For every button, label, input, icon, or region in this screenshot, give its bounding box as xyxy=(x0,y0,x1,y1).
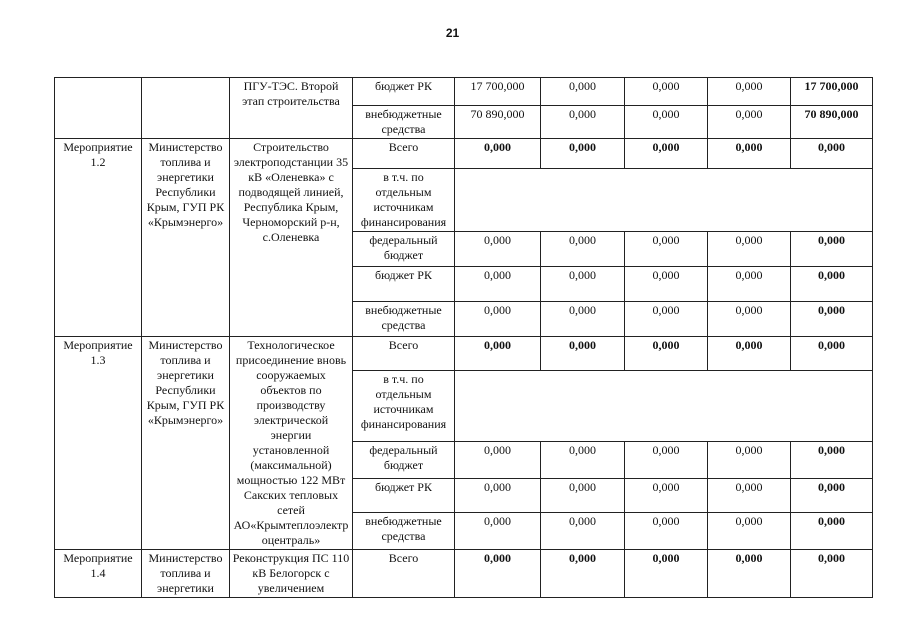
funding-source-breakdown: в т.ч. по отдельным источникам финансирования xyxy=(353,370,455,441)
amount-cell: 0,000 xyxy=(791,550,873,598)
funding-source-total: Всего xyxy=(353,337,455,371)
amount-cell: 0,000 xyxy=(791,337,873,371)
funding-source: федеральный бюджет xyxy=(353,232,455,267)
amount-cell: 0,000 xyxy=(708,441,791,478)
table-row xyxy=(55,139,873,169)
amount-cell: 0,000 xyxy=(541,478,625,512)
measure-description: Технологическое присоединение вновь сооружаемых объектов по производству электрической энергии установленной (максимальной) мощностью 122 МВт Сакских тепловых сетей АО«Крымтеплоэлектроцентраль» xyxy=(230,337,353,550)
page-number: 21 xyxy=(445,26,460,40)
measure-description: Строительство электроподстанции 35 кВ «Оленевка» с подводящей линией, Республика Крым, Черноморский р-н, с.Оленевка xyxy=(230,139,353,337)
amount-cell: 0,000 xyxy=(708,337,791,371)
amount-cell: 0,000 xyxy=(455,478,541,512)
amount-cell: 0,000 xyxy=(625,512,708,549)
funding-source: бюджет РК xyxy=(353,267,455,302)
funding-source: внебюджетные средства xyxy=(353,302,455,337)
amount-cell: 0,000 xyxy=(455,232,541,267)
funding-source-total: Всего xyxy=(353,550,455,598)
amount-cell: 0,000 xyxy=(791,441,873,478)
funding-source: внебюджетные средства xyxy=(353,106,455,139)
amount-cell: 0,000 xyxy=(455,139,541,169)
funding-source: федеральный бюджет xyxy=(353,441,455,478)
measure-label-empty xyxy=(55,78,142,139)
amount-cell: 0,000 xyxy=(541,106,625,139)
funding-source-breakdown: в т.ч. по отдельным источникам финансирования xyxy=(353,169,455,232)
amount-cell: 0,000 xyxy=(455,441,541,478)
amount-cell: 0,000 xyxy=(708,78,791,106)
table-row xyxy=(55,78,873,106)
amount-cell: 0,000 xyxy=(625,478,708,512)
amount-cell: 0,000 xyxy=(541,550,625,598)
amount-cell: 17 700,000 xyxy=(791,78,873,106)
amount-cell: 0,000 xyxy=(625,337,708,371)
measure-executor: Министерство топлива и энергетики Республики Крым, ГУП РК «Крымэнерго» xyxy=(142,139,230,337)
amount-cell: 0,000 xyxy=(541,267,625,302)
amount-cell: 0,000 xyxy=(708,106,791,139)
amount-cell: 0,000 xyxy=(708,512,791,549)
amount-cell: 0,000 xyxy=(455,550,541,598)
amount-cell: 0,000 xyxy=(708,139,791,169)
amount-cell: 70 890,000 xyxy=(455,106,541,139)
amount-cell: 0,000 xyxy=(625,78,708,106)
amount-cell: 0,000 xyxy=(625,302,708,337)
amount-cell: 0,000 xyxy=(625,139,708,169)
amount-cell: 0,000 xyxy=(625,106,708,139)
funding-source: бюджет РК xyxy=(353,78,455,106)
amount-cell: 0,000 xyxy=(455,267,541,302)
amount-cell: 0,000 xyxy=(791,139,873,169)
amount-cell: 0,000 xyxy=(541,337,625,371)
amount-cell: 70 890,000 xyxy=(791,106,873,139)
table-row xyxy=(55,550,873,598)
empty-cell xyxy=(455,169,873,232)
amount-cell: 0,000 xyxy=(708,267,791,302)
amount-cell: 0,000 xyxy=(791,267,873,302)
measure-description: Реконструкция ПС 110 кВ Белогорск с увеличением xyxy=(230,550,353,598)
amount-cell: 0,000 xyxy=(791,232,873,267)
amount-cell: 0,000 xyxy=(708,302,791,337)
amount-cell: 0,000 xyxy=(791,512,873,549)
amount-cell: 0,000 xyxy=(708,550,791,598)
table-row xyxy=(55,337,873,371)
funding-source: бюджет РК xyxy=(353,478,455,512)
empty-cell xyxy=(455,370,873,441)
amount-cell: 0,000 xyxy=(541,232,625,267)
measure-executor: Министерство топлива и энергетики xyxy=(142,550,230,598)
budget-table xyxy=(54,77,873,598)
amount-cell: 17 700,000 xyxy=(455,78,541,106)
measure-executor: Министерство топлива и энергетики Республики Крым, ГУП РК «Крымэнерго» xyxy=(142,337,230,550)
amount-cell: 0,000 xyxy=(625,267,708,302)
amount-cell: 0,000 xyxy=(541,441,625,478)
measure-label: Мероприятие 1.4 xyxy=(55,550,142,598)
funding-source: внебюджетные средства xyxy=(353,512,455,549)
amount-cell: 0,000 xyxy=(541,512,625,549)
amount-cell: 0,000 xyxy=(541,139,625,169)
amount-cell: 0,000 xyxy=(625,441,708,478)
amount-cell: 0,000 xyxy=(791,302,873,337)
amount-cell: 0,000 xyxy=(541,302,625,337)
measure-label: Мероприятие 1.3 xyxy=(55,337,142,550)
amount-cell: 0,000 xyxy=(455,512,541,549)
amount-cell: 0,000 xyxy=(455,302,541,337)
amount-cell: 0,000 xyxy=(791,478,873,512)
amount-cell: 0,000 xyxy=(708,232,791,267)
amount-cell: 0,000 xyxy=(625,232,708,267)
amount-cell: 0,000 xyxy=(541,78,625,106)
amount-cell: 0,000 xyxy=(708,478,791,512)
measure-label: Мероприятие 1.2 xyxy=(55,139,142,337)
executor-empty xyxy=(142,78,230,139)
funding-source-total: Всего xyxy=(353,139,455,169)
object-description: ПГУ-ТЭС. Второй этап строительства xyxy=(230,78,353,139)
amount-cell: 0,000 xyxy=(455,337,541,371)
amount-cell: 0,000 xyxy=(625,550,708,598)
